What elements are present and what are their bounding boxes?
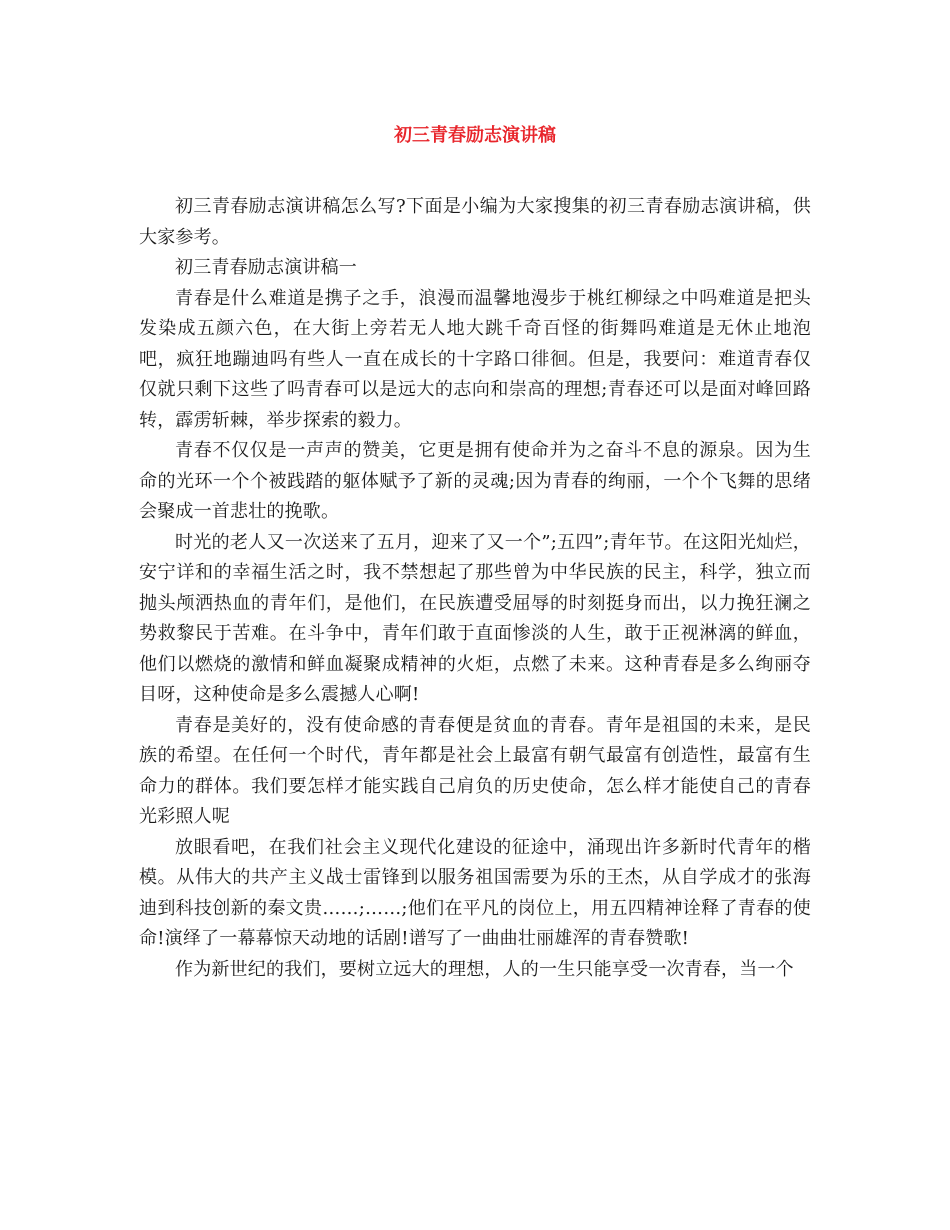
section-heading: 初三青春励志演讲稿一 [175, 257, 357, 278]
paragraph: 青春不仅仅是一声声的赞美，它更是拥有使命并为之奋斗不息的源泉。因为生命的光环一个个被践踏的躯体赋予了新的灵魂;因为青春的绚丽，一个个飞舞的思绪会聚成一首悲壮的挽歌。 [139, 440, 811, 522]
paragraph: 时光的老人又一次送来了五月，迎来了又一个”;五四”;青年节。在这阳光灿烂，安宁详和的幸福生活之时，我不禁想起了那些曾为中华民族的民主，科学，独立而抛头颅洒热血的青年们，是他们，在民族遭受屈辱的时刻挺身而出，以力挽狂澜之势救黎民于苦难。在斗争中，青年们敢于直面惨淡的人生，敢于正视淋漓的鲜血，他们以燃烧的激情和鲜血凝聚成精神的火炬，点燃了未来。这种青春是多么绚丽夺目呀，这种使命是多么震撼人心啊! [139, 531, 811, 705]
paragraph: 作为新世纪的我们，要树立远大的理想，人的一生只能享受一次青春，当一个 [175, 958, 794, 980]
paragraph: 青春是美好的，没有使命感的青春便是贫血的青春。青年是祖国的未来，是民族的希望。在任何一个时代，青年都是社会上最富有朝气最富有创造性，最富有生命力的群体。我们要怎样才能实践自己肩负的历史使命，怎么样才能使自己的青春光彩照人呢 [139, 714, 811, 827]
paragraph: 青春是什么难道是携子之手，浪漫而温馨地漫步于桃红柳绿之中吗难道是把头发染成五颜六色，在大街上旁若无人地大跳千奇百怪的街舞吗难道是无休止地泡吧，疯狂地蹦迪吗有些人一直在成长的十字路口徘徊。但是，我要问：难道青春仅仅就只剩下这些了吗青春可以是远大的志向和崇高的理想;青春还可以是面对峰回路转，霹雳斩棘，举步探索的毅力。 [139, 287, 811, 431]
document-title: 初三青春励志演讲稿 [394, 125, 556, 146]
paragraph: 放眼看吧，在我们社会主义现代化建设的征途中，涌现出许多新时代青年的楷模。从伟大的共产主义战士雷锋到以服务祖国需要为乐的王杰，从自学成才的张海迪到科技创新的秦文贵……;……;他们在平凡的岗位上，用五四精神诠释了青春的使命!演绎了一幕幕惊天动地的话剧!谱写了一曲曲壮丽雄浑的青春赞歌! [139, 836, 811, 949]
paragraph-intro: 初三青春励志演讲稿怎么写?下面是小编为大家搜集的初三青春励志演讲稿，供大家参考。 [139, 196, 811, 248]
document-body [139, 192, 811, 985]
